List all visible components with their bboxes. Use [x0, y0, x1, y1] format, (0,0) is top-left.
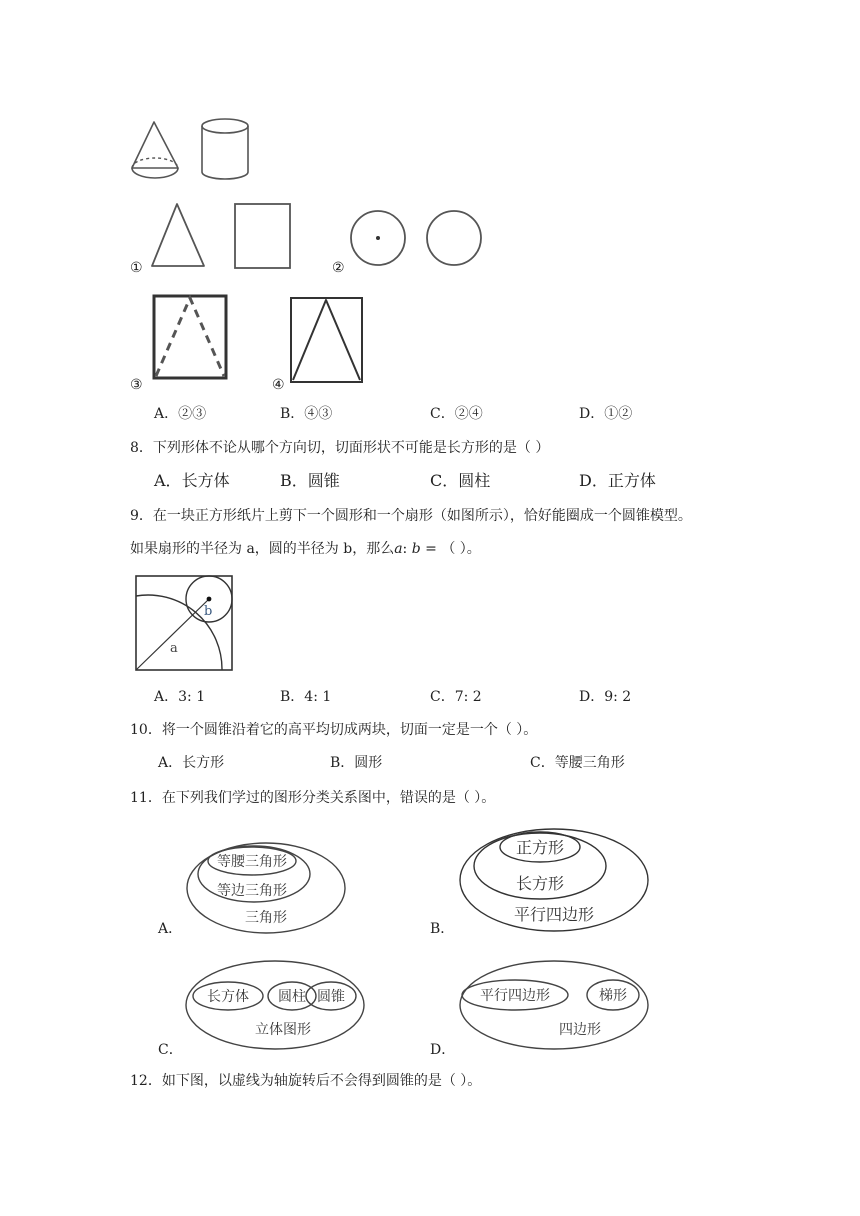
q7-option-c[interactable]	[430, 405, 483, 423]
q9-option-a[interactable]	[154, 688, 205, 706]
q11-option-d-label[interactable]: D．	[430, 1042, 456, 1058]
figure-label-3: ③	[130, 377, 143, 393]
q9-option-c[interactable]	[430, 688, 482, 706]
q7-option-b[interactable]	[280, 405, 332, 423]
option-letter: D．	[579, 471, 608, 490]
option-letter: A．	[158, 755, 183, 771]
q8-option-d[interactable]	[579, 472, 656, 490]
diagram-c-outer: 立体图形	[255, 1022, 311, 1038]
diagram-b-inner: 正方形	[515, 838, 565, 857]
figure-label-4: ④	[272, 377, 285, 393]
q7-option-d[interactable]	[579, 405, 632, 423]
option-letter: B．	[330, 755, 355, 771]
option-text: 圆形	[354, 755, 383, 771]
option-letter: C．	[430, 406, 455, 422]
diagram-d	[458, 957, 652, 1053]
option-letter: C．	[430, 689, 455, 705]
diagram-a	[184, 840, 349, 936]
q10-option-b[interactable]	[330, 754, 382, 772]
q7-option-a[interactable]	[154, 405, 206, 423]
option-letter: B．	[280, 406, 305, 422]
q8-option-c[interactable]	[430, 472, 490, 490]
q10-stem: 10．将一个圆锥沿着它的高平均切成两块，切面一定是一个（ ）。	[130, 722, 538, 738]
option-letter: A．	[154, 689, 179, 705]
option-letter: D．	[579, 689, 605, 705]
diagram-a-middle: 等边三角形	[217, 883, 287, 899]
square-figure	[232, 202, 294, 270]
figure-label-2: ②	[332, 260, 345, 276]
diagram-c-item-3: 圆锥	[317, 989, 345, 1005]
option-letter: C．	[530, 755, 555, 771]
q8-option-a[interactable]	[154, 472, 230, 490]
q10-option-a[interactable]	[158, 754, 224, 772]
option-text: 圆锥	[307, 471, 340, 490]
option-text: 4: 1	[304, 689, 332, 705]
diagram-d-item-1: 平行四边形	[480, 988, 550, 1004]
circle-figure	[424, 208, 486, 270]
q10-option-c[interactable]	[530, 754, 625, 772]
cylinder-figure	[198, 116, 254, 184]
option-text: 长方体	[181, 471, 230, 490]
diagram-d-item-2: 梯形	[599, 988, 627, 1004]
option-text: 7: 2	[454, 689, 482, 705]
diagram-c-item-2: 圆柱	[278, 989, 306, 1005]
diagram-a-inner: 等腰三角形	[217, 854, 287, 870]
q11-option-a-label[interactable]: A．	[158, 921, 183, 937]
option-letter: B．	[280, 689, 305, 705]
diagram-b-middle: 长方形	[515, 874, 565, 893]
label-b: b	[204, 604, 213, 619]
q11-option-c-label[interactable]: C．	[158, 1042, 183, 1058]
option-letter: C．	[430, 471, 459, 490]
option-text: ②④	[454, 406, 483, 422]
q9-stem-line1: 9．在一块正方形纸片上剪下一个圆形和一个扇形（如图所示），恰好能圈成一个圆锥模型。	[130, 508, 692, 524]
q12-stem: 12．如下图，以虚线为轴旋转后不会得到圆锥的是（ ）。	[130, 1073, 482, 1089]
diagram-a-outer: 三角形	[245, 910, 287, 926]
q8-stem: 8．下列形体不论从哪个方向切，切面形状不可能是长方形的是（ ）	[130, 440, 550, 456]
diagram-b	[458, 826, 652, 934]
square-triangle-figure	[288, 296, 368, 386]
option-text: ①②	[604, 406, 633, 422]
square-dashed-triangle-figure	[150, 294, 230, 382]
triangle-figure	[148, 200, 210, 270]
diagram-b-outer: 平行四边形	[513, 905, 595, 924]
option-text: 等腰三角形	[554, 755, 625, 771]
option-text: 圆柱	[458, 471, 491, 490]
diagram-c-item-1: 长方体	[207, 989, 249, 1005]
square-circle-sector-figure	[134, 574, 236, 674]
option-letter: A．	[154, 406, 179, 422]
q11-option-b-label[interactable]: B．	[430, 921, 455, 937]
label-a: a	[170, 641, 178, 656]
q9-option-d[interactable]	[579, 688, 631, 706]
option-text: 正方体	[607, 471, 656, 490]
q9-stem-line2: 如果扇形的半径为 a，圆的半径为 b，那么𝑎: 𝑏 = （ ）。	[130, 541, 481, 557]
option-letter: A．	[154, 471, 182, 490]
option-letter: B．	[280, 471, 308, 490]
option-text: ②③	[178, 406, 207, 422]
q11-stem: 11．在下列我们学过的图形分类关系图中，错误的是（ ）。	[130, 790, 496, 806]
option-text: 9: 2	[604, 689, 632, 705]
cone-figure	[128, 118, 188, 184]
diagram-d-outer: 四边形	[559, 1022, 601, 1038]
circle-with-center-figure	[348, 208, 410, 270]
figure-label-1: ①	[130, 260, 143, 276]
option-letter: D．	[579, 406, 605, 422]
q8-option-b[interactable]	[280, 472, 340, 490]
diagram-c	[184, 957, 366, 1053]
q9-option-b[interactable]	[280, 688, 331, 706]
option-text: 3: 1	[178, 689, 206, 705]
option-text: 长方形	[182, 755, 225, 771]
option-text: ④③	[304, 406, 333, 422]
